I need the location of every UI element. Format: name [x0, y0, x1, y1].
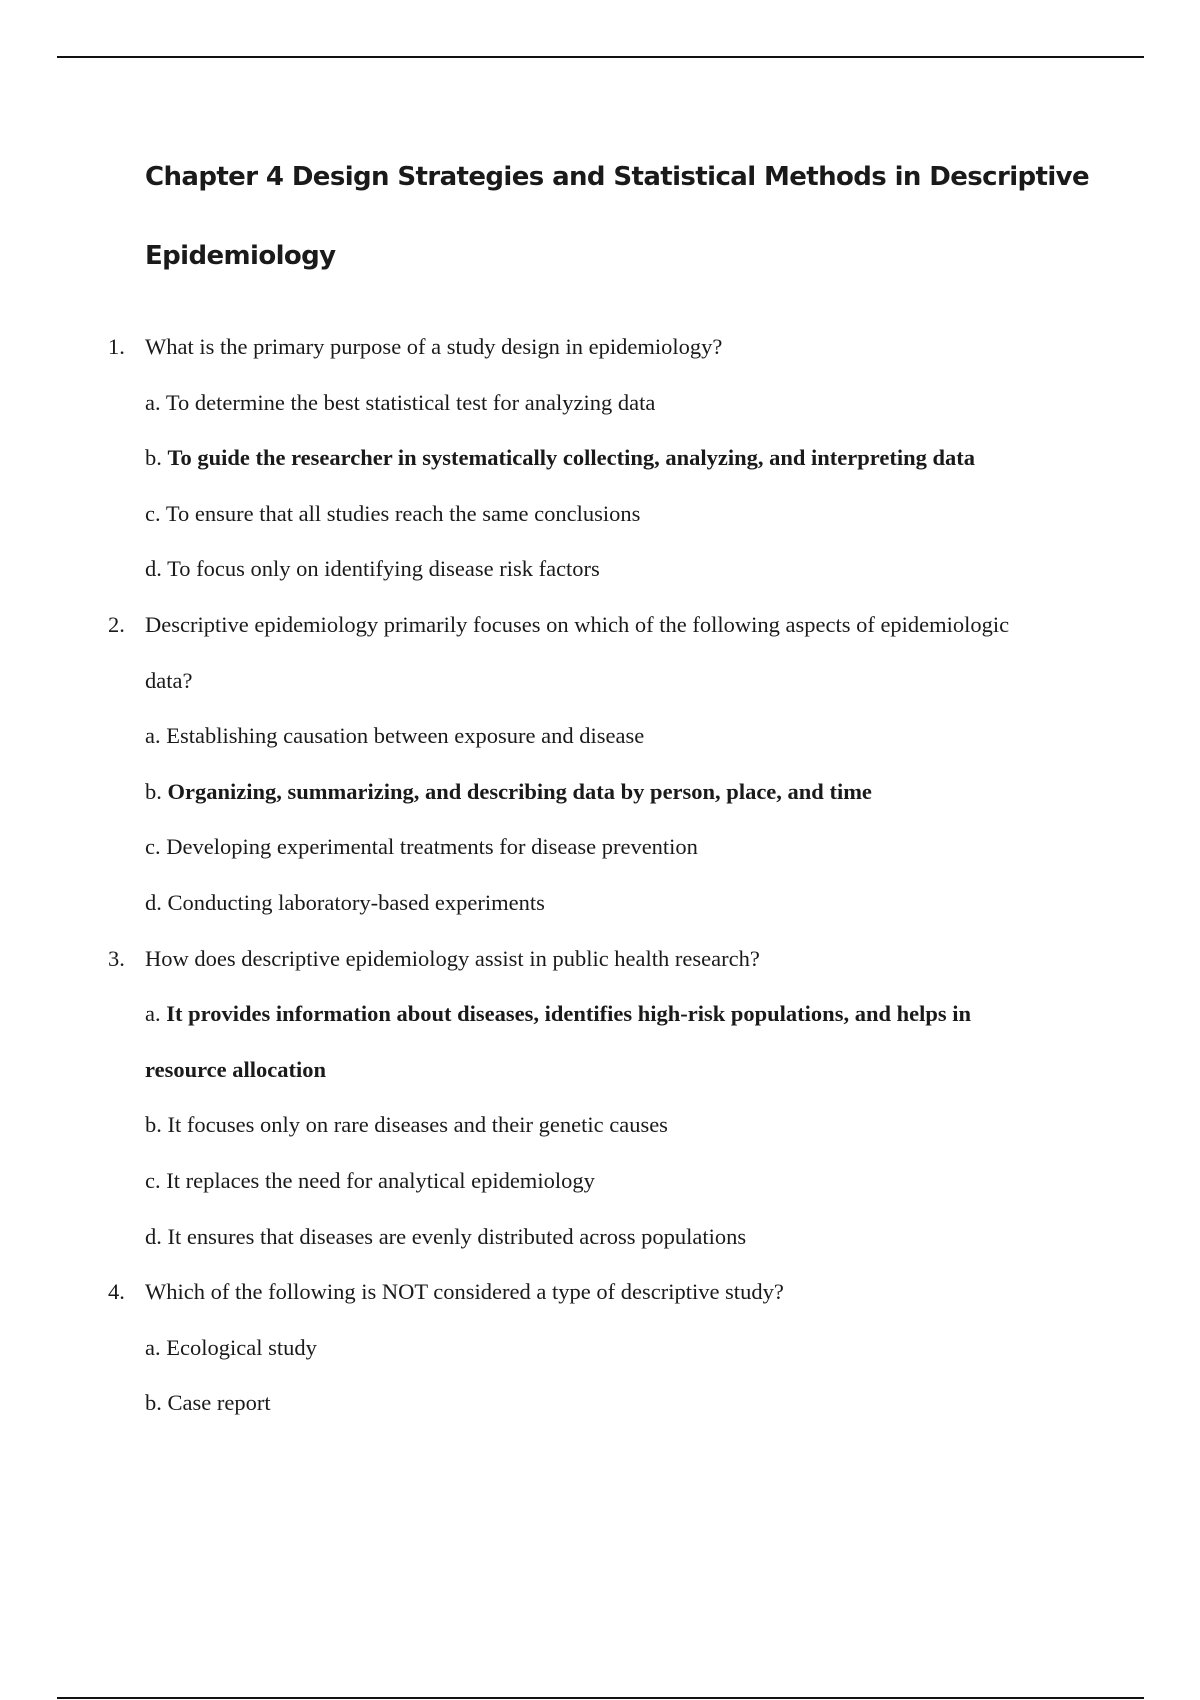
question-4	[108, 1277, 784, 1307]
question-2-option-b	[145, 777, 872, 807]
footer-rule	[57, 1697, 1144, 1699]
question-3-option-b	[145, 1110, 668, 1140]
correct-answer-text: It provides information about diseases, identifies high-risk populations, and helps in	[166, 1001, 972, 1026]
question-number: 3.	[108, 946, 125, 971]
option-text: It focuses only on rare diseases and their genetic causes	[167, 1112, 668, 1137]
option-text: To ensure that all studies reach the same conclusions	[165, 501, 641, 526]
option-letter: b.	[145, 779, 162, 804]
question-3-option-a-continuation	[145, 1055, 326, 1085]
question-number: 2.	[108, 612, 125, 637]
option-letter: c.	[145, 501, 161, 526]
option-letter: d.	[145, 890, 162, 915]
question-number: 1.	[108, 334, 125, 359]
page-title	[145, 138, 1105, 296]
question-3-option-c	[145, 1166, 595, 1196]
option-letter: b.	[145, 1390, 162, 1415]
correct-answer-text: To guide the researcher in systematically collecting, analyzing, and interpreting data	[167, 445, 975, 470]
option-text: Case report	[167, 1390, 271, 1415]
correct-answer-text: Organizing, summarizing, and describing data by person, place, and time	[167, 779, 872, 804]
question-1-option-c	[145, 499, 640, 529]
option-letter: a.	[145, 1335, 161, 1360]
option-letter: c.	[145, 1168, 161, 1193]
question-2-option-a	[145, 721, 644, 751]
option-letter: a.	[145, 1001, 161, 1026]
option-letter: a.	[145, 390, 161, 415]
question-3-option-a	[145, 999, 971, 1029]
option-text: To determine the best statistical test for analyzing data	[165, 390, 656, 415]
option-text: It ensures that diseases are evenly distributed across populations	[167, 1224, 747, 1249]
option-text: Establishing causation between exposure and disease	[166, 723, 645, 748]
option-text: Developing experimental treatments for disease prevention	[166, 834, 698, 859]
correct-answer-text: resource allocation	[145, 1057, 327, 1082]
question-4-option-b	[145, 1388, 271, 1418]
question-number: 4.	[108, 1279, 125, 1304]
header-rule	[57, 56, 1144, 58]
question-4-option-a	[145, 1333, 317, 1363]
option-letter: d.	[145, 556, 162, 581]
question-text: What is the primary purpose of a study design in epidemiology?	[145, 334, 723, 359]
title-line-2: Epidemiology	[145, 241, 336, 271]
question-2-option-d	[145, 888, 545, 918]
question-2-option-c	[145, 832, 698, 862]
option-letter: a.	[145, 723, 161, 748]
question-1	[108, 332, 723, 362]
option-letter: b.	[145, 445, 162, 470]
option-text: To focus only on identifying disease risk factors	[167, 556, 600, 581]
option-letter: c.	[145, 834, 161, 859]
question-1-option-a	[145, 388, 655, 418]
question-1-option-b	[145, 443, 975, 473]
question-1-option-d	[145, 554, 600, 584]
question-text: Which of the following is NOT considered a type of descriptive study?	[145, 1279, 784, 1304]
title-line-1: Chapter 4 Design Strategies and Statistical Methods in Descriptive	[145, 162, 1090, 192]
question-text: How does descriptive epidemiology assist in public health research?	[145, 946, 760, 971]
option-text: Ecological study	[166, 1335, 317, 1360]
question-3	[108, 944, 760, 974]
option-letter: b.	[145, 1112, 162, 1137]
question-2	[108, 610, 1010, 640]
option-text: Conducting laboratory-based experiments	[167, 890, 545, 915]
option-text: It replaces the need for analytical epidemiology	[166, 1168, 595, 1193]
question-2-continuation	[145, 666, 192, 696]
option-letter: d.	[145, 1224, 162, 1249]
question-text: Descriptive epidemiology primarily focuses on which of the following aspects of epidemiologic	[145, 612, 1010, 637]
question-text: data?	[145, 668, 193, 693]
question-3-option-d	[145, 1222, 746, 1252]
